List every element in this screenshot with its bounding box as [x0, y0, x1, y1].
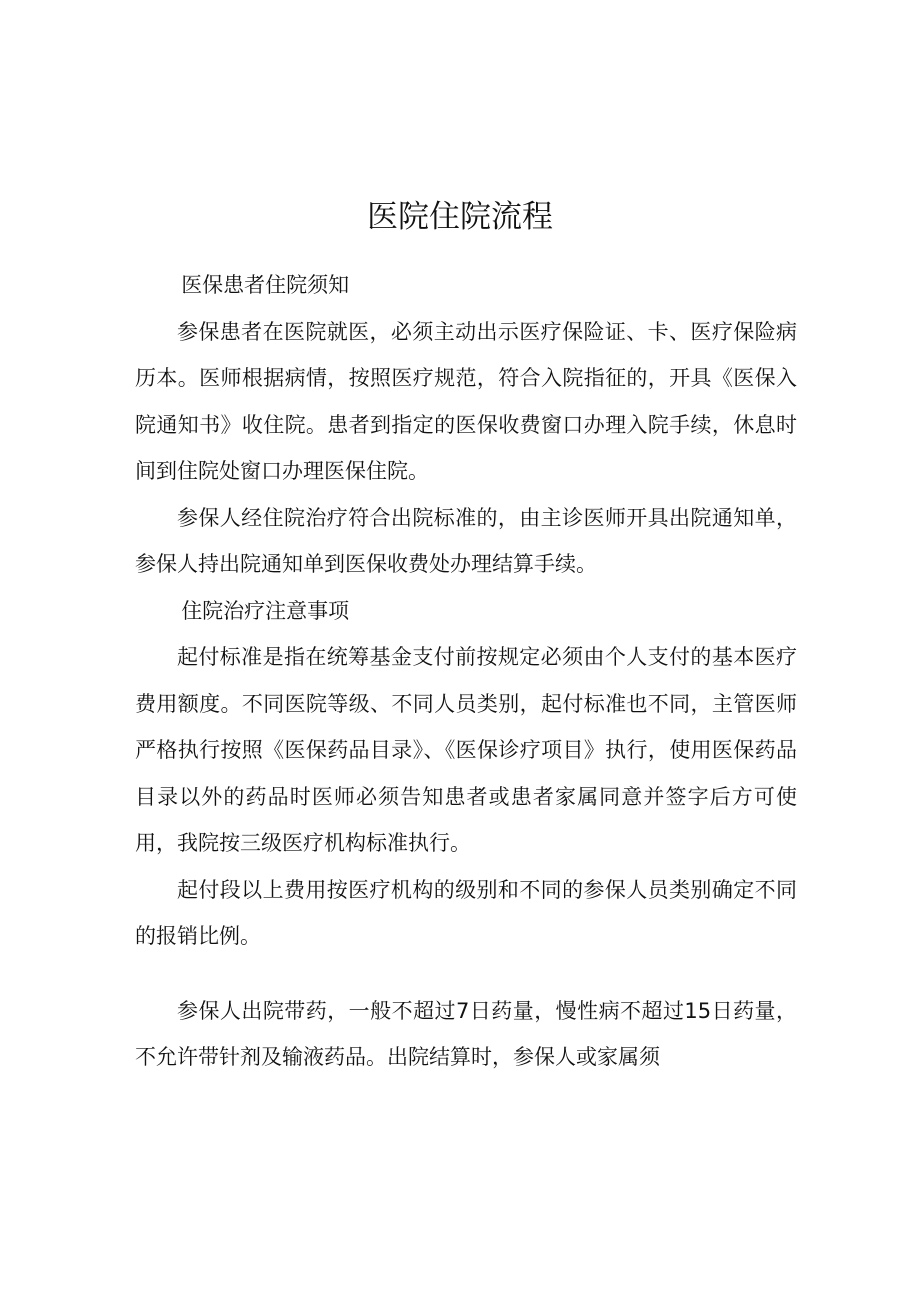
section-heading-treatment-notes: 住院治疗注意事项	[181, 598, 350, 623]
paragraph-discharge-medication: 参保人出院带药，一般不超过7日药量，慢性病不超过15日药量，不允许带针剂及输液药品。出院结算时，参保人或家属须	[135, 998, 797, 1069]
paragraph-reimbursement-ratio: 起付段以上费用按医疗机构的级别和不同的参保人员类别确定不同的报销比例。	[135, 877, 797, 948]
document-body	[135, 262, 797, 1081]
paragraph-deductible-standard: 起付标准是指在统筹基金支付前按规定必须由个人支付的基本医疗费用额度。不同医院等级、不同人员类别，起付标准也不同，主管医师严格执行按照《医保药品目录》、《医保诊疗项目》执行，使用医保药品目录以外的药品时医师必须告知患者或患者家属同意并签字后方可使用，我院按三级医疗机构标准执行。	[135, 645, 797, 855]
section-heading-insured-admission: 医保患者住院须知	[181, 273, 350, 297]
paragraph-admission-procedure: 参保患者在医院就医，必须主动出示医疗保险证、卡、医疗保险病历本。医师根据病情，按照医疗规范，符合入院指征的，开具《医保入院通知书》收住院。患者到指定的医保收费窗口办理入院手续，休息时间到住院处窗口办理医保住院。	[135, 319, 797, 483]
document-title: 医院住院流程	[367, 198, 553, 235]
paragraph-discharge-procedure: 参保人经住院治疗符合出院标准的，由主诊医师开具出院通知单，参保人持出院通知单到医保收费处办理结算手续。	[135, 505, 797, 576]
